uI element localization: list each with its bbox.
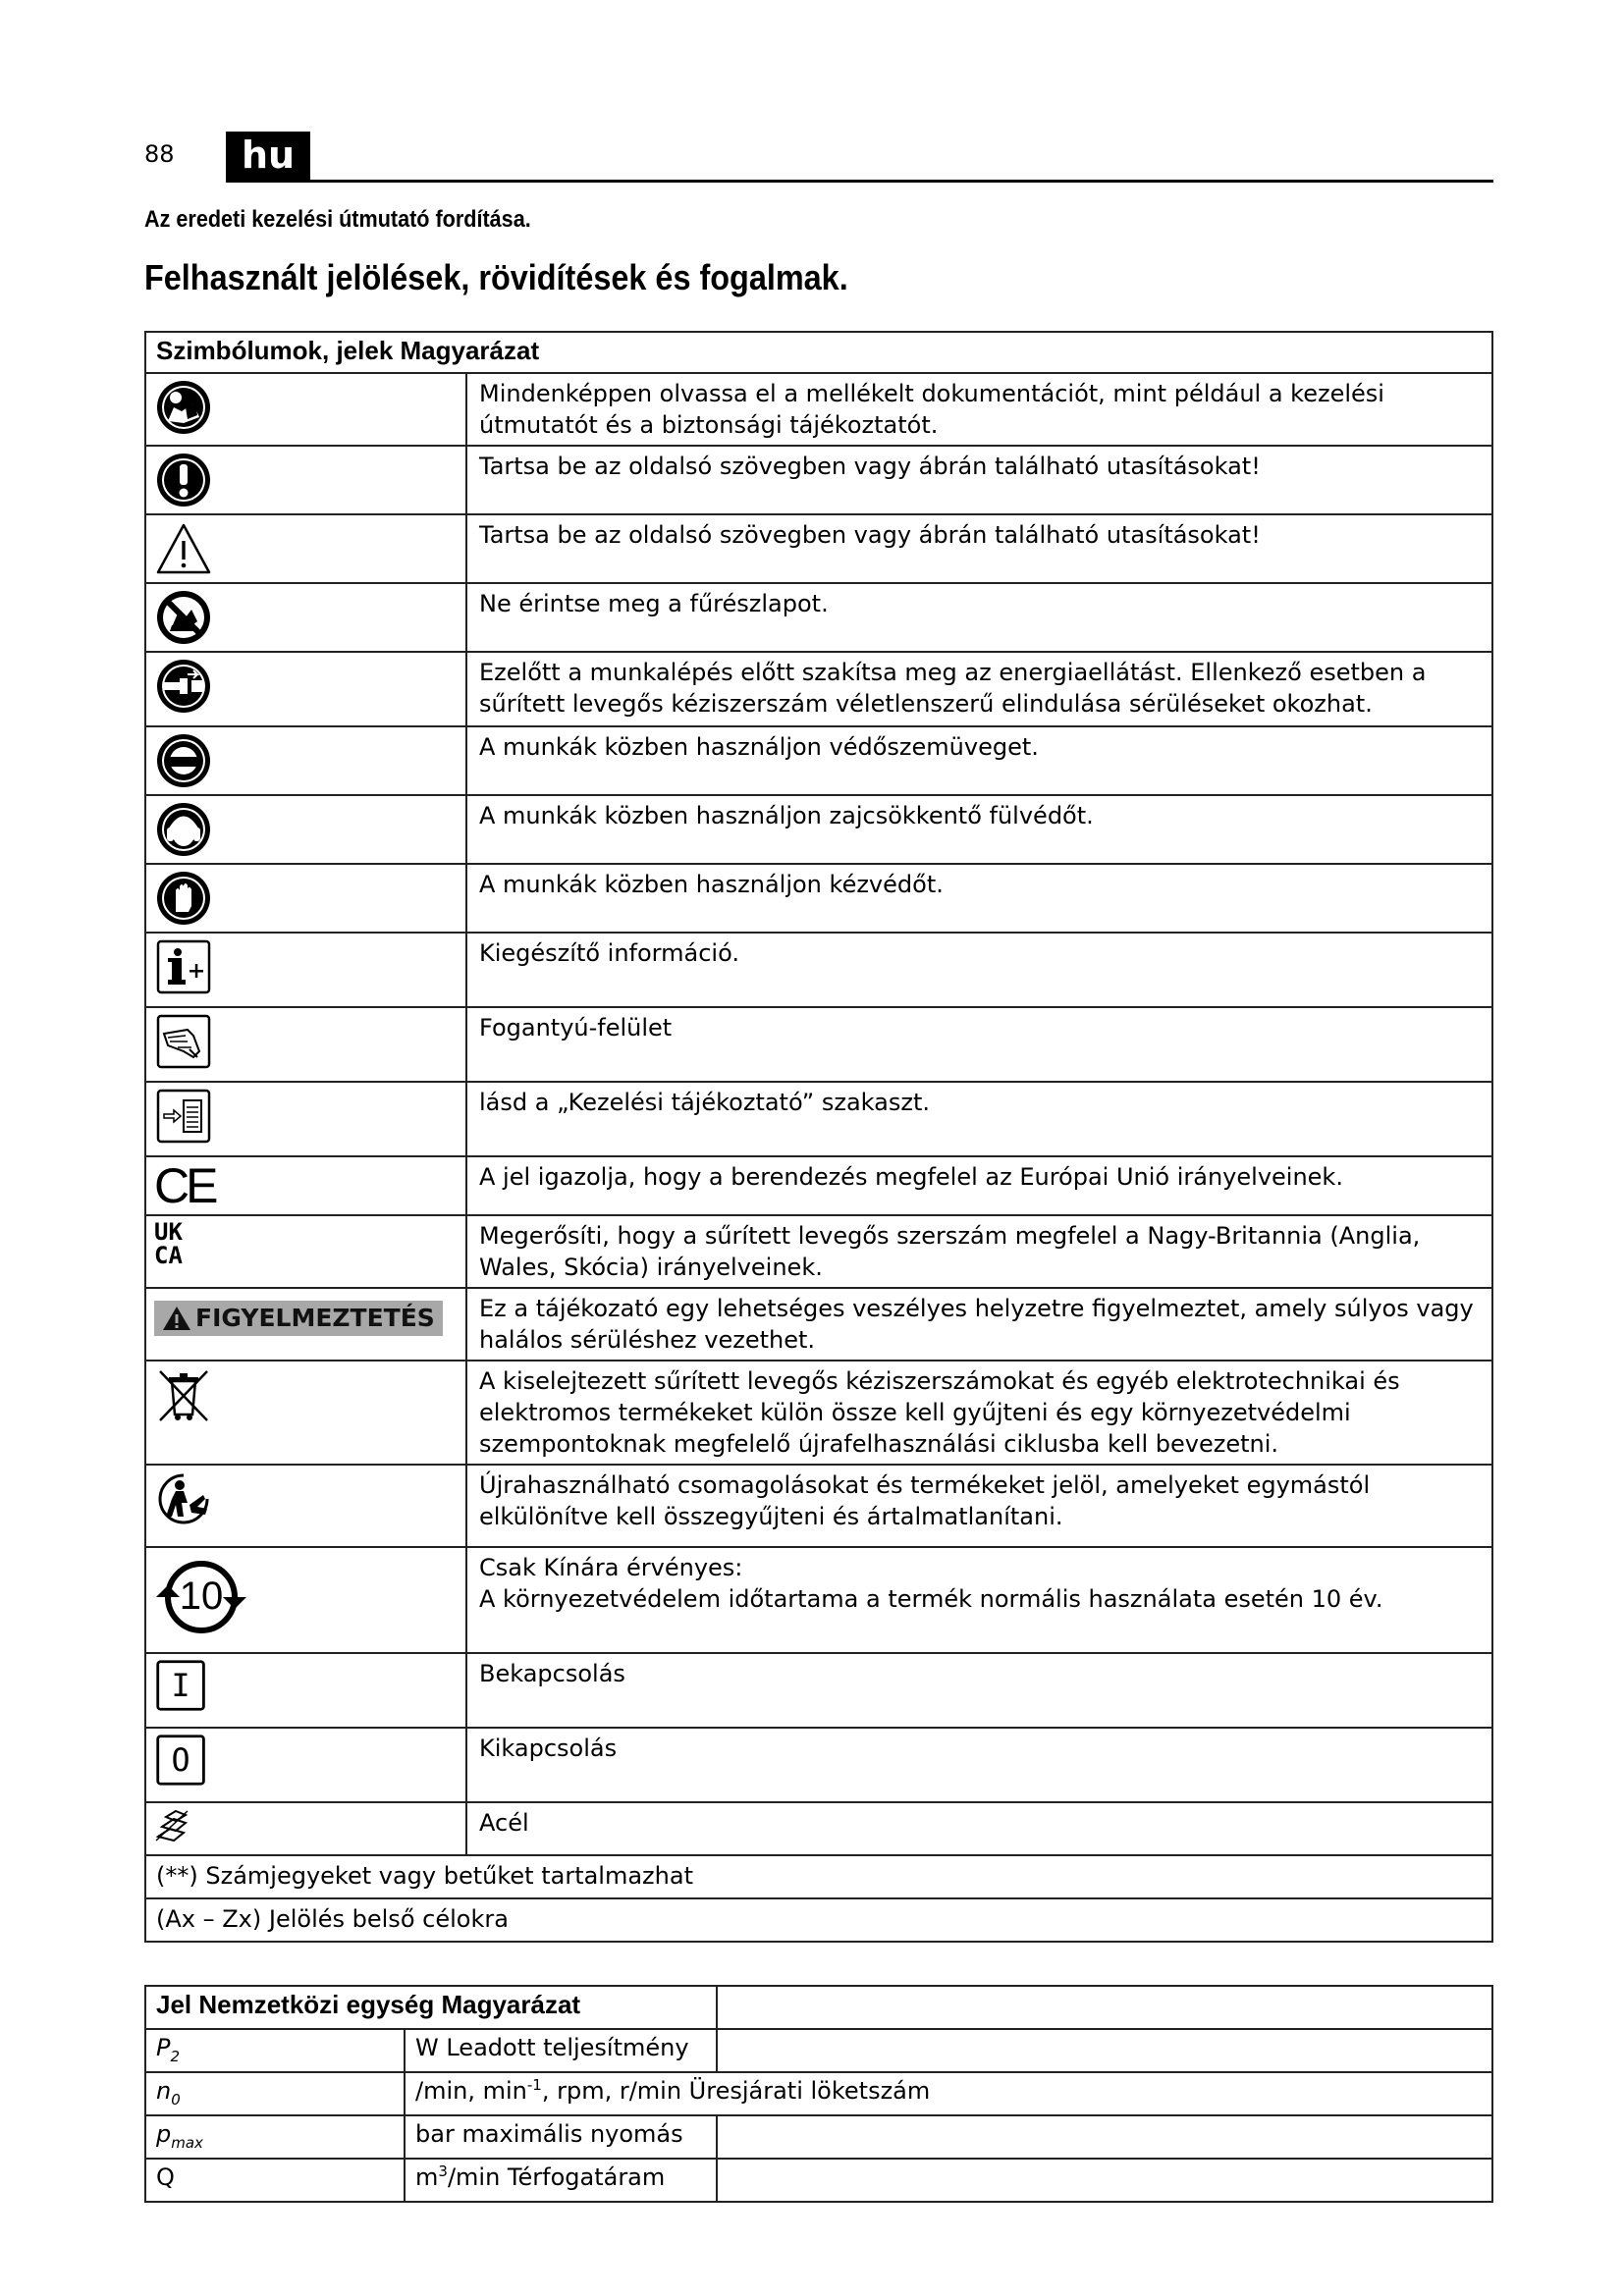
unit-symbol: Q [145, 2159, 405, 2202]
epup-10-icon [154, 1552, 248, 1640]
symbol-description: Bekapcsolás [466, 1653, 1492, 1728]
symbol-description: Mindenképpen olvassa el a mellékelt dokumentációt, mint például a kezelési útmutatót és a biztonsági tájékoztatót. [466, 373, 1492, 446]
symbol-description: lásd a „Kezelési tájékoztató” szakaszt. [466, 1082, 1492, 1156]
table-row [145, 1855, 1492, 1898]
power-off-label: O [171, 1743, 190, 1780]
section-title: Felhasznált jelölések, rövidítések és fogalmak. [144, 257, 848, 297]
unit-symbol: $p_{max}$ [145, 2115, 405, 2159]
warning-badge-label: FIGYELMEZTETÉS [195, 1304, 435, 1332]
safety-glasses-icon [154, 731, 213, 790]
document-subtitle: Az eredeti kezelési útmutató fordítása. [144, 206, 531, 233]
table-row [145, 446, 1492, 514]
table-row [145, 1288, 1492, 1361]
gloves-icon [154, 869, 213, 928]
table-row [145, 1802, 1492, 1855]
table-row [145, 2029, 1492, 2072]
ear-protection-icon [154, 800, 213, 859]
table-row [145, 1728, 1492, 1802]
symbol-description: Ez a tájékozató egy lehetséges veszélyes helyzetre figyelmeztet, amely súlyos vagy halálos sérüléshez vezethet. [466, 1288, 1492, 1361]
table-row [145, 373, 1492, 446]
table-row [145, 652, 1492, 726]
symbol-description: A kiselejtezett sűrített levegős kéziszerszámokat és egyéb elektrotechnikai és elektromos termékeket külön össze kell gyűjteni és egy környezetvédelmi szempontoknak megfelelő újrafelhasználási ciklusba kell bevezetni. [466, 1361, 1492, 1465]
warning-triangle-icon [154, 519, 213, 578]
table-row [145, 1082, 1492, 1156]
ukca-mark-line1: UK [154, 1218, 183, 1246]
power-on-label: I [171, 1669, 190, 1705]
see-section-icon [154, 1087, 213, 1146]
symbols-table-header: Szimbólumok, jelek Magyarázat [145, 332, 1492, 373]
epup-10-label: 10 [179, 1575, 224, 1618]
symbol-description-line1: Csak Kínára érvényes: [479, 1554, 743, 1581]
units-table-header: Jel Nemzetközi egység Magyarázat [145, 1986, 717, 2029]
table-row [145, 795, 1492, 864]
power-on-icon [154, 1658, 209, 1713]
unit-symbol: $n_0$ [145, 2072, 405, 2115]
do-not-touch-blade-icon [154, 588, 213, 647]
language-tab: hu [226, 132, 310, 180]
symbol-description: Ezelőtt a munkalépés előtt szakítsa meg az energiaellátást. Ellenkező esetben a sűrített levegős kéziszerszám véletlenszerű elindulása sérüléseket okozhat. [466, 652, 1492, 726]
read-manual-icon [154, 378, 213, 437]
warning-badge-icon [154, 1301, 443, 1336]
symbol-description: Kikapcsolás [466, 1728, 1492, 1802]
symbol-description: Újrahasználható csomagolásokat és termékeket jelöl, amelyeket egymástól elkülönítve kell összegyűjteni és ártalmatlanítani. [466, 1465, 1492, 1547]
grip-surface-icon [154, 1012, 213, 1071]
symbol-description: Acél [466, 1802, 1492, 1855]
weee-bin-icon [154, 1365, 213, 1424]
power-off-icon [154, 1733, 209, 1788]
table-row [145, 1215, 1492, 1288]
unit-value: $m^3/\min$ Térfogatáram [405, 2159, 717, 2202]
table-row [145, 1898, 1492, 1942]
symbol-description-line2: A környezetvédelem időtartama a termék normális használata esetén 10 év. [479, 1585, 1383, 1613]
symbol-description: Tartsa be az oldalsó szövegben vagy ábrán található utasításokat! [466, 446, 1492, 514]
table-row [145, 933, 1492, 1007]
steel-icon [154, 1809, 189, 1842]
symbol-description: Fogantyú-felület [466, 1007, 1492, 1082]
unit-value: W Leadott teljesítmény [405, 2029, 717, 2072]
info-plus-icon [154, 937, 213, 996]
symbols-table [144, 331, 1493, 1943]
unit-value: bar maximális nyomás [405, 2115, 717, 2159]
symbol-description: A munkák közben használjon védőszemüveget. [466, 726, 1492, 795]
table-row [145, 2072, 1492, 2115]
ukca-mark-icon [154, 1220, 458, 1267]
table-row [145, 1653, 1492, 1728]
table-row [145, 1007, 1492, 1082]
unit-value: /min, $\min^{-1}$, rpm, r/min Üresjárati löketszám [405, 2072, 1492, 2115]
table-row [145, 583, 1492, 652]
table-row [145, 1361, 1492, 1465]
symbol-description: A munkák közben használjon zajcsökkentő fülvédőt. [466, 795, 1492, 864]
table-row [145, 2159, 1492, 2202]
table-row [145, 1465, 1492, 1547]
table-row [145, 2115, 1492, 2159]
table-row [145, 864, 1492, 933]
disconnect-air-icon [154, 657, 213, 716]
table-row [145, 514, 1492, 583]
units-table-header-row [145, 1986, 1492, 2029]
symbol-description: Kiegészítő információ. [466, 933, 1492, 1007]
table-row [145, 1547, 1492, 1653]
page-number: 88 [144, 140, 175, 168]
symbol-description: A munkák közben használjon kézvédőt. [466, 864, 1492, 933]
symbols-table-header-row [145, 332, 1492, 373]
unit-symbol: $P_2$ [145, 2029, 405, 2072]
header-rule [226, 180, 1493, 183]
recycling-person-icon [154, 1469, 213, 1528]
symbol-description: Megerősíti, hogy a sűrített levegős szerszám megfelel a Nagy-Britannia (Anglia, Wales, Skócia) irányelveinek. [466, 1215, 1492, 1288]
units-table [144, 1985, 1493, 2203]
mandatory-exclamation-icon [154, 451, 213, 509]
table-row [145, 1156, 1492, 1215]
symbol-description: Ne érintse meg a fűrészlapot. [466, 583, 1492, 652]
symbol-description: A jel igazolja, hogy a berendezés megfelel az Európai Unió irányelveinek. [466, 1156, 1492, 1215]
ce-mark-icon: CE [154, 1158, 215, 1213]
symbol-description: Tartsa be az oldalsó szövegben vagy ábrán található utasításokat! [466, 514, 1492, 583]
warning-triangle-small-icon [162, 1306, 191, 1331]
footnote: (**) Számjegyeket vagy betűket tartalmazhat [145, 1855, 1492, 1898]
table-row [145, 726, 1492, 795]
ukca-mark-line2: CA [154, 1242, 183, 1269]
footnote: (Ax – Zx) Jelölés belső célokra [145, 1898, 1492, 1942]
